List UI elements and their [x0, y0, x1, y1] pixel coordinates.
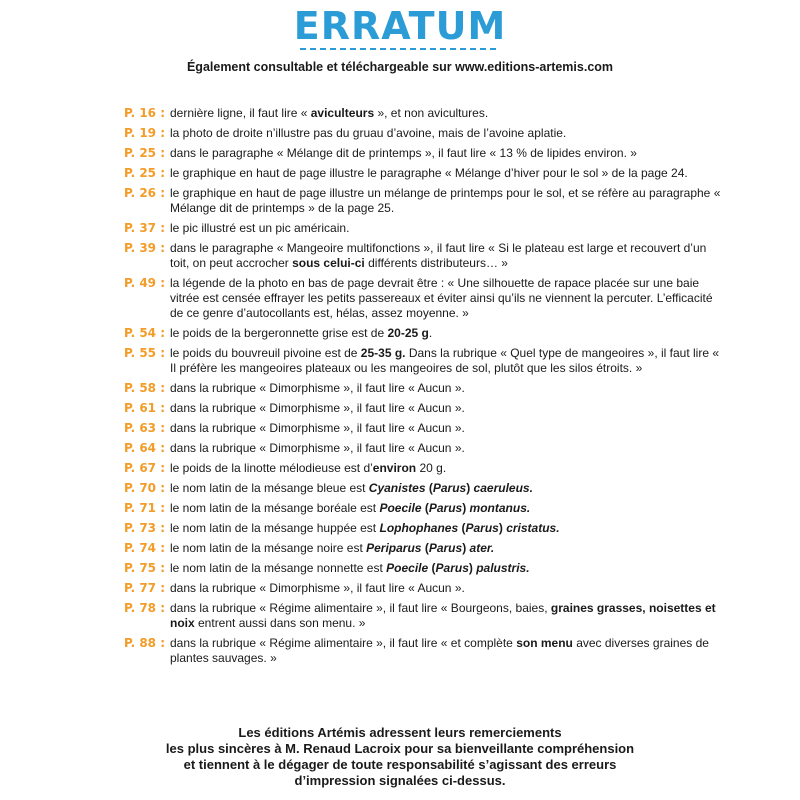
correction-text — [170, 421, 724, 436]
page-reference: P. 25 : — [124, 146, 166, 160]
text-segment: environ — [372, 461, 417, 475]
text-segment: le poids de la linotte mélodieuse est d’ — [170, 461, 373, 475]
correction-text — [170, 461, 724, 476]
page-reference: P. 26 : — [124, 186, 166, 200]
closing-line: d’impression signalées ci-dessus. — [294, 773, 506, 788]
text-segment: dans la rubrique « Dimorphisme », il faut lire « Aucun ». — [170, 441, 465, 455]
text-segment: le nom latin de la mésange huppée est — [170, 521, 380, 535]
text-segment: le graphique en haut de page illustre un mélange de printemps pour le sol, et se réfère au paragraphe « Mélange dit de printemps » de la page 25. — [170, 186, 721, 215]
text-segment: », et non avicultures. — [374, 106, 489, 120]
text-segment: dans la rubrique « Dimorphisme », il faut lire « Aucun ». — [170, 421, 465, 435]
correction-text — [170, 601, 724, 631]
erratum-entry — [124, 461, 724, 476]
erratum-entry — [124, 421, 724, 436]
page-reference: P. 19 : — [124, 126, 166, 140]
erratum-entry — [124, 241, 724, 271]
text-segment: ( — [421, 541, 429, 555]
text-segment: 20-25 g — [387, 326, 429, 340]
erratum-entry — [124, 541, 724, 556]
text-segment: . — [428, 326, 433, 340]
correction-text — [170, 561, 724, 576]
erratum-entry — [124, 401, 724, 416]
correction-text — [170, 401, 724, 416]
erratum-entry — [124, 441, 724, 456]
page-reference: P. 77 : — [124, 581, 166, 595]
text-segment: entrent aussi dans son menu. » — [194, 616, 366, 630]
page-reference: P. 70 : — [124, 481, 166, 495]
erratum-entry — [124, 636, 724, 666]
page-reference: P. 16 : — [124, 106, 166, 120]
page-reference: P. 75 : — [124, 561, 166, 575]
text-segment: ater. — [469, 541, 495, 555]
page-reference: P. 73 : — [124, 521, 166, 535]
text-segment: différents distributeurs… » — [364, 256, 508, 270]
text-segment: le poids de la bergeronnette grise est de — [170, 326, 388, 340]
page-reference: P. 49 : — [124, 276, 166, 290]
text-segment: le graphique en haut de page illustre le paragraphe « Mélange d’hiver pour le sol » de la page 24. — [170, 166, 688, 180]
page-reference: P. 61 : — [124, 401, 166, 415]
page-reference: P. 37 : — [124, 221, 166, 235]
page-reference: P. 25 : — [124, 166, 166, 180]
erratum-entry — [124, 276, 724, 321]
text-segment: aviculteurs — [310, 106, 375, 120]
correction-text — [170, 326, 724, 341]
erratum-entry — [124, 166, 724, 181]
text-segment: caeruleus. — [473, 481, 533, 495]
text-segment: dans la rubrique « Dimorphisme », il faut lire « Aucun ». — [170, 581, 465, 595]
erratum-entry — [124, 501, 724, 516]
text-segment: ( — [428, 561, 436, 575]
correction-text — [170, 481, 724, 496]
text-segment: montanus. — [469, 501, 531, 515]
text-segment: dans la rubrique « Dimorphisme », il faut lire « Aucun ». — [170, 381, 465, 395]
correction-text — [170, 166, 724, 181]
erratum-entry — [124, 481, 724, 496]
correction-text — [170, 241, 724, 271]
text-segment: Poecile — [386, 561, 429, 575]
text-segment: Cyanistes — [368, 481, 426, 495]
text-segment: Lophophanes — [379, 521, 459, 535]
correction-text — [170, 381, 724, 396]
text-segment: ) — [498, 521, 507, 535]
closing-line: les plus sincères à M. Renaud Lacroix pour sa bienveillante compréhension — [165, 741, 635, 756]
page-reference: P. 88 : — [124, 636, 166, 650]
erratum-entry — [124, 126, 724, 141]
correction-text — [170, 521, 724, 536]
page-reference: P. 71 : — [124, 501, 166, 515]
erratum-entry — [124, 521, 724, 536]
text-segment: Poecile — [379, 501, 422, 515]
page-reference: P. 54 : — [124, 326, 166, 340]
erratum-entry — [124, 186, 724, 216]
erratum-entry — [124, 381, 724, 396]
text-segment: graines grasses, noisettes et noix — [170, 601, 716, 630]
erratum-entry — [124, 561, 724, 576]
page-reference: P. 39 : — [124, 241, 166, 255]
page-reference: P. 63 : — [124, 421, 166, 435]
text-segment: ) — [468, 561, 477, 575]
erratum-entry — [124, 221, 724, 236]
text-segment: dans le paragraphe « Mélange dit de printemps », il faut lire « 13 % de lipides environ. » — [170, 146, 637, 160]
text-segment: Parus — [465, 521, 499, 535]
text-segment: 20 g. — [416, 461, 447, 475]
correction-text — [170, 186, 724, 216]
text-segment: 25-35 g. — [360, 346, 406, 360]
text-segment: palustris. — [476, 561, 530, 575]
correction-text — [170, 581, 724, 596]
correction-text — [170, 346, 724, 376]
correction-text — [170, 221, 724, 236]
text-segment: ( — [421, 501, 429, 515]
text-segment: le pic illustré est un pic américain. — [170, 221, 350, 235]
text-segment: le nom latin de la mésange boréale est — [170, 501, 380, 515]
text-segment: ) — [462, 541, 470, 555]
closing-line: Les éditions Artémis adressent leurs remerciements — [238, 725, 562, 740]
text-segment: la photo de droite n’illustre pas du gruau d’avoine, mais de l’avoine aplatie. — [170, 126, 567, 140]
page-title: ERRATUM — [293, 4, 507, 48]
text-segment: Parus — [428, 501, 463, 515]
text-segment: Parus — [428, 541, 463, 555]
page-reference: P. 67 : — [124, 461, 166, 475]
text-segment: dans le paragraphe « Mangeoire multifonctions », il faut lire « Si le plateau est large et recouvert d’un toit, on peut accrocher — [170, 241, 707, 270]
page-subtitle: Également consultable et téléchargeable sur www.editions-artemis.com — [186, 60, 614, 74]
text-segment: le poids du bouvreuil pivoine est de — [170, 346, 361, 360]
text-segment: dans la rubrique « Dimorphisme », il faut lire « Aucun ». — [170, 401, 465, 415]
correction-text — [170, 541, 724, 556]
text-segment: Dans la rubrique « Quel type de mangeoires », il faut lire « Il préfère les mangeoires plateaux ou les mangeoires de sol, plutôt que les silos étroits. » — [170, 346, 720, 375]
correction-text — [170, 501, 724, 516]
erratum-entry — [124, 326, 724, 341]
text-segment: Parus — [435, 561, 469, 575]
text-segment: le nom latin de la mésange noire est — [170, 541, 367, 555]
correction-text — [170, 636, 724, 666]
text-segment: le nom latin de la mésange nonnette est — [170, 561, 387, 575]
text-segment: dans la rubrique « Régime alimentaire », il faut lire « et complète — [170, 636, 517, 650]
text-segment: ) — [466, 481, 474, 495]
erratum-entry — [124, 581, 724, 596]
page-reference: P. 58 : — [124, 381, 166, 395]
text-segment: sous celui-ci — [292, 256, 365, 270]
text-segment: ( — [458, 521, 466, 535]
correction-text — [170, 106, 724, 121]
correction-text — [170, 146, 724, 161]
correction-text — [170, 276, 724, 321]
text-segment: son menu — [516, 636, 573, 650]
closing-line: et tiennent à le dégager de toute responsabilité s’agissant des erreurs — [183, 757, 617, 772]
page-reference: P. 74 : — [124, 541, 166, 555]
text-segment: le nom latin de la mésange bleue est — [170, 481, 369, 495]
correction-text — [170, 441, 724, 456]
text-segment: cristatus. — [506, 521, 560, 535]
page-reference: P. 55 : — [124, 346, 166, 360]
title-dashed-divider — [300, 48, 496, 50]
text-segment: Periparus — [366, 541, 422, 555]
correction-text — [170, 126, 724, 141]
text-segment: Parus — [432, 481, 467, 495]
text-segment: dans la rubrique « Régime alimentaire », il faut lire « Bourgeons, baies, — [170, 601, 551, 615]
page-reference: P. 78 : — [124, 601, 166, 615]
erratum-entry — [124, 601, 724, 631]
text-segment: ) — [462, 501, 470, 515]
erratum-list — [124, 106, 724, 666]
text-segment: ( — [425, 481, 433, 495]
erratum-entry — [124, 106, 724, 121]
erratum-entry — [124, 346, 724, 376]
page-reference: P. 64 : — [124, 441, 166, 455]
closing-statement — [0, 725, 800, 789]
text-segment: dernière ligne, il faut lire « — [170, 106, 311, 120]
text-segment: avec diverses graines de plantes sauvages. » — [170, 636, 709, 665]
erratum-entry — [124, 146, 724, 161]
text-segment: la légende de la photo en bas de page devrait être : « Une silhouette de rapace placée sur une baie vitrée est censée effrayer les petits passereaux et éviter ainsi qu’ils ne viennent la percuter. L’efficacité de ce genre d’autocollants est, hélas, assez moyenne. » — [170, 276, 713, 320]
